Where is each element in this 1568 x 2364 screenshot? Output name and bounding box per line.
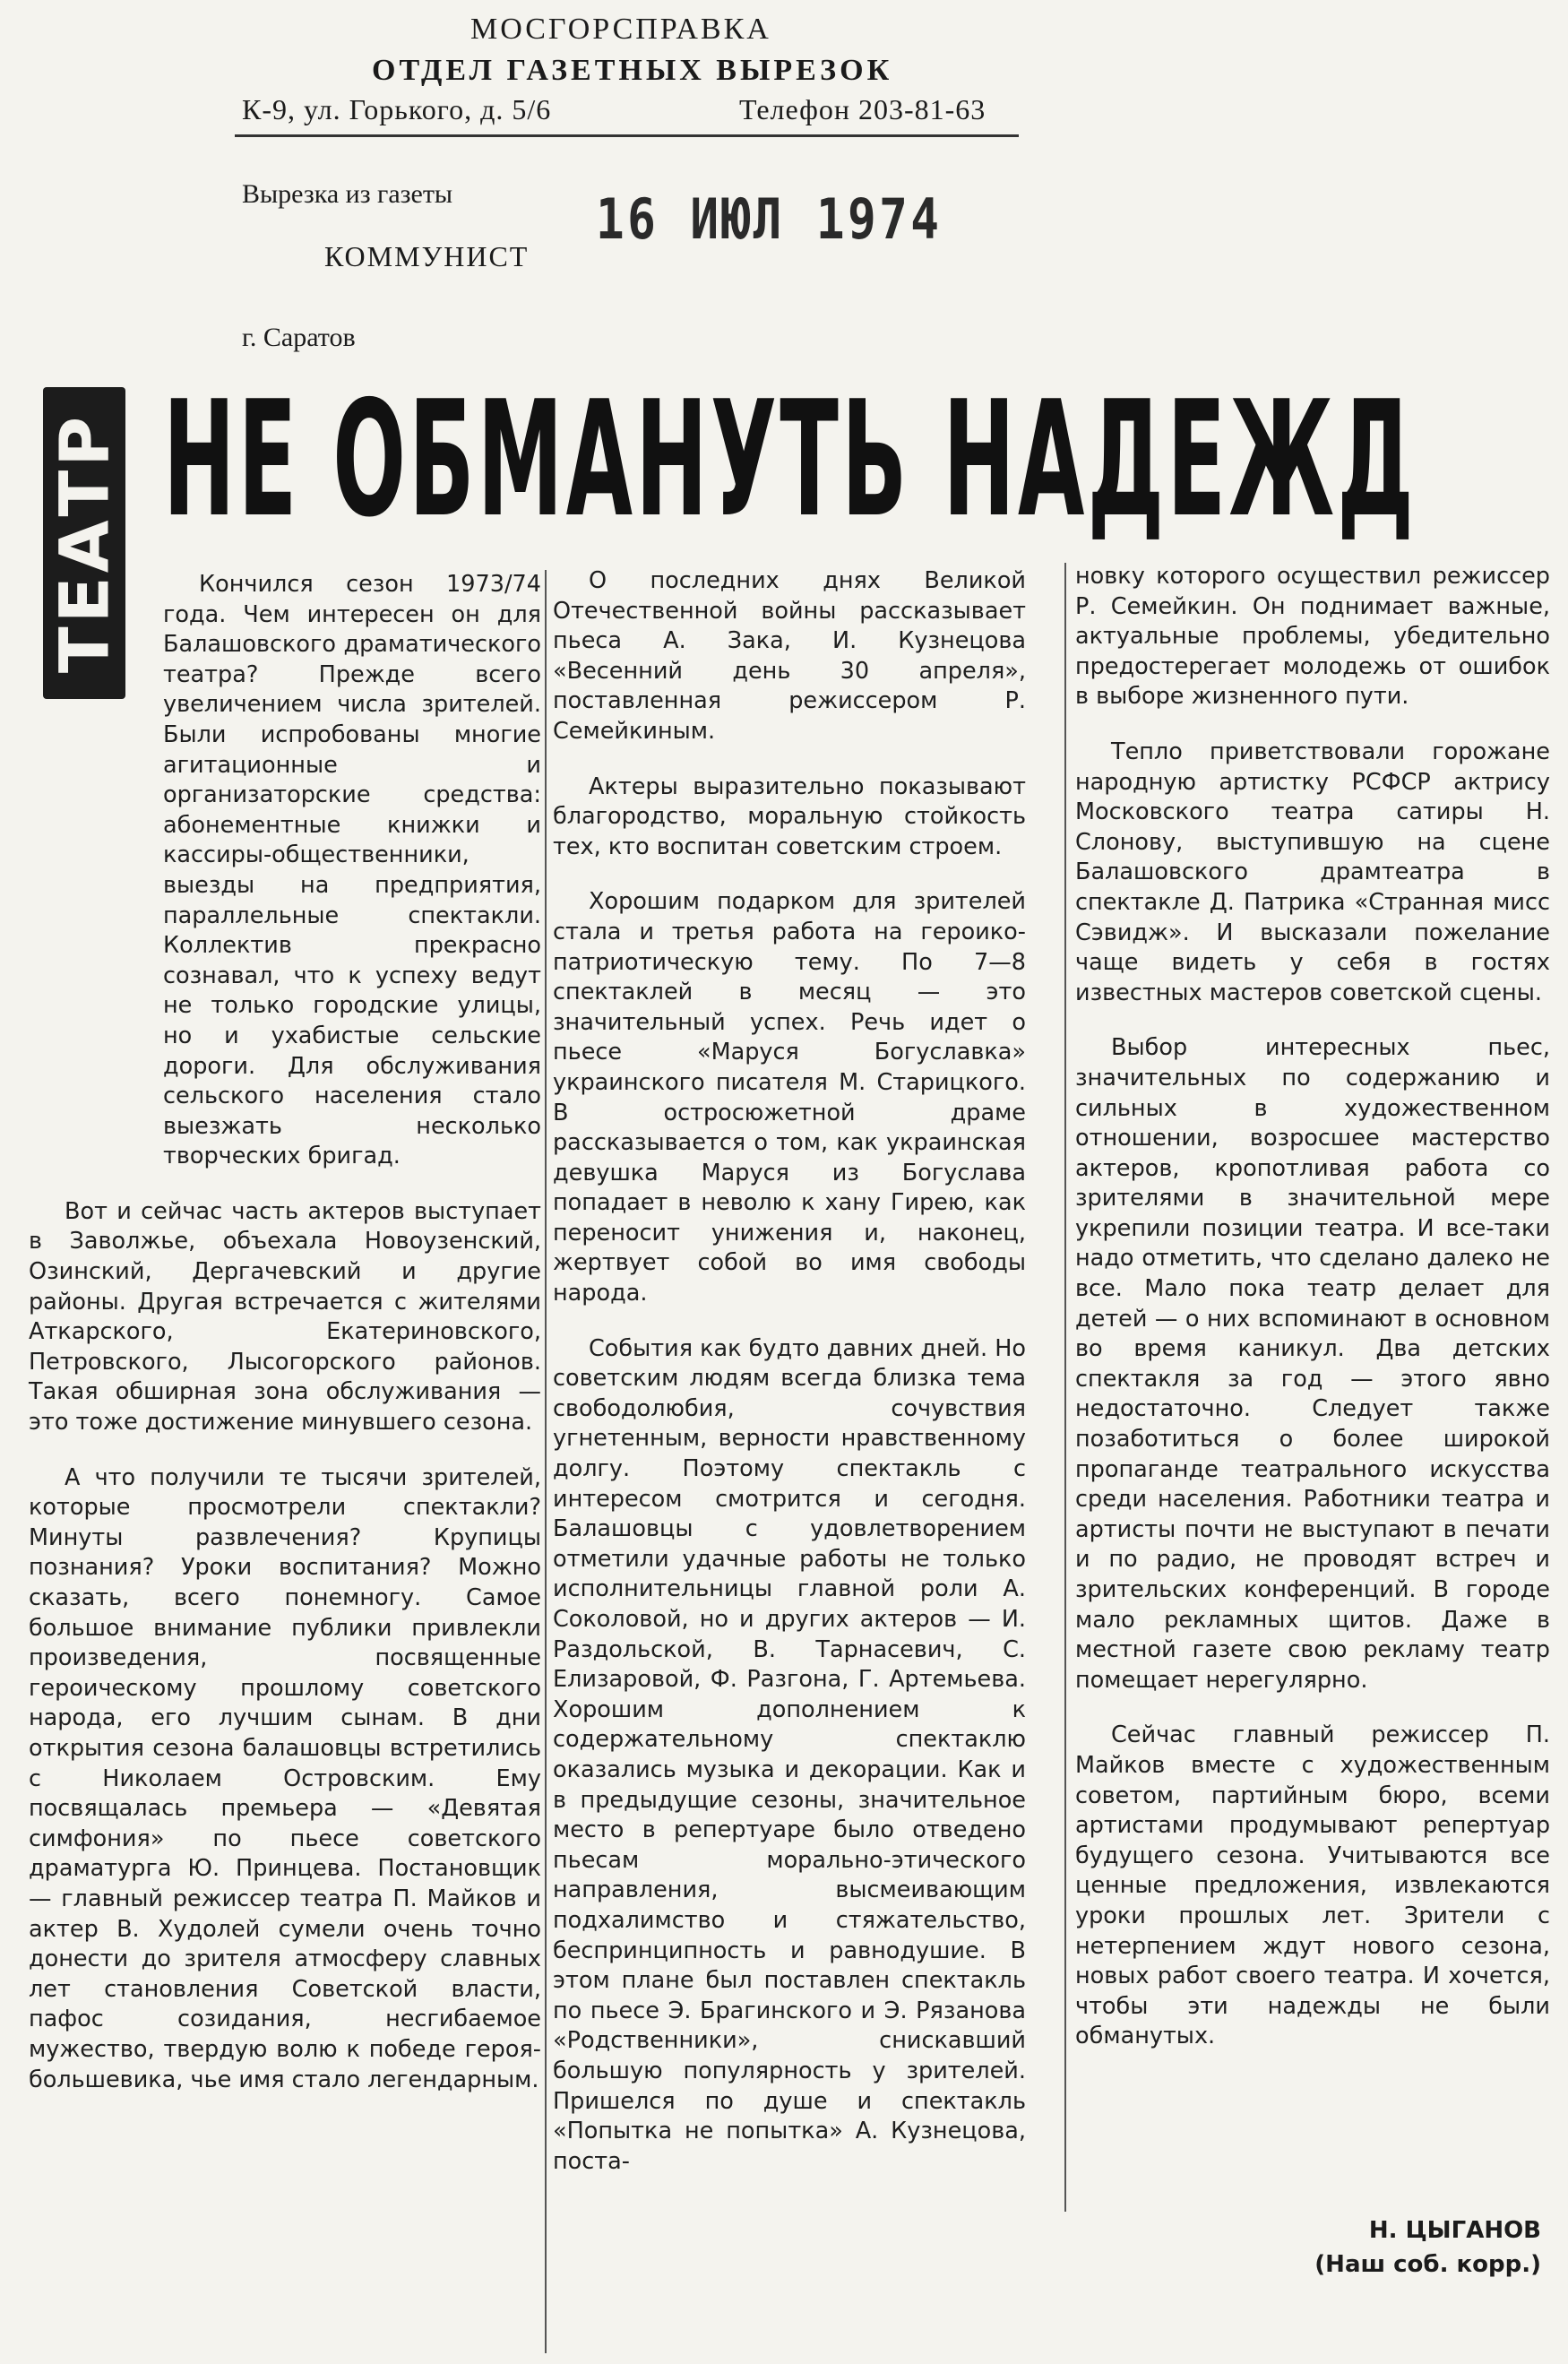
article-headline: НЕ ОБМАНУТЬ НАДЕЖД (163, 367, 1417, 552)
paragraph: Актеры выразительно показывают благородство, моральную стойкость тех, кто воспитан советским строем. (553, 772, 1026, 860)
paragraph: Выбор интересных пьес, значительных по содержанию и сильных в художественном отношении, возросшее мастерство актеров, кропотливая работа со зрителями в значительной мере укрепили позиции театра. И все-таки надо отметить, что сделано далеко не все. Мало пока театр делает для детей — о них вспоминают в основном во время каникул. Два детских спектакля за год — этого явно недостаточно. Следует также позаботиться о более широкой пропаганде театрального искусства среди населения. Работники театра и артисты почти не выступают в печати и по радио, не проводят встреч и зрительских конференций. В городе мало рекламных щитов. Даже в местной газете свою рекламу театр помещает нерегулярно. (1075, 1034, 1550, 1694)
column-divider (545, 570, 547, 2353)
article-column-2 (553, 566, 1026, 2202)
agency-phone: Телефон 203-81-63 (739, 93, 986, 125)
author-name: Н. ЦЫГАНОВ (1368, 2217, 1541, 2244)
paragraph: Сейчас главный режиссер П. Майков вместе с художественным советом, партийным бюро, всеми артистами продумывают репертуар будущего сезона. Учитываются все ценные предложения, извлекаются уроки прошлых лет. Зрители с нетерпением ждут нового сезона, новых работ своего театра. И хочется, чтобы эти надежды не были обманутых. (1075, 1721, 1550, 2050)
header-rule (235, 134, 1019, 137)
date-stamp: 16 ИЮЛ 1974 (596, 186, 943, 252)
paragraph: Вот и сейчас часть актеров выступает в Заволжье, объехала Новоузенский, Озинский, Дергачевский и другие районы. Другая встречается с жителями Аткарского, Екатериновского, Петровского, Лысогорского районов. Такая обширная зона обслуживания — это тоже достижение минувшего сезона. (29, 1197, 541, 1437)
paragraph: Тепло приветствовали горожане народную артистку РСФСР актрису Московского театра сатиры Н. Слонову, выступившую на сцене Балашовского драмтеатра в спектакле Д. Патрика «Странная мисс Сэвидж». И высказали пожелание чаще видеть у себя в гостях известных мастеров советской сцены. (1075, 738, 1550, 1006)
author-note: (Наш соб. корр.) (1314, 2251, 1541, 2278)
agency-name: МОСГОРСПРАВКА (470, 13, 771, 46)
rubric-label: ТЕАТР (44, 412, 125, 674)
newspaper-name: КОММУНИСТ (324, 240, 530, 272)
paragraph: О последних днях Великой Отечественной войны рассказывает пьеса А. Зака, И. Кузнецова «Весенний день 30 апреля», поставленная режиссером Р. Семейкиным. (553, 567, 1026, 745)
city-name: г. Саратов (242, 323, 356, 352)
column-divider (1064, 563, 1066, 2212)
agency-address: К-9, ул. Горького, д. 5/6 (242, 93, 552, 125)
paragraph: новку которого осуществил режиссер Р. Семейкин. Он поднимает важные, актуальные проблемы, убедительно предостерегает молодежь от ошибок в выборе жизненного пути. (1075, 563, 1550, 711)
paragraph: Кончился сезон 1973/74 года. Чем интересен он для Балашовского драматического театра? Прежде всего увеличением числа зрителей. Были испробованы многие агитационные и организаторские средства: абонементные книжки и кассиры-общественники, выезды на предприятия, параллельные спектакли. Коллектив прекрасно сознавал, что к успеху ведут не только городские улицы, но и ухабистые сельские дороги. Для обслуживания сельского населения стало выезжать несколько творческих бригад. (163, 571, 541, 1170)
author-signature (1075, 2213, 1541, 2282)
department-name: ОТДЕЛ ГАЗЕТНЫХ ВЫРЕЗОК (372, 54, 893, 87)
article-column-1 (29, 570, 541, 2120)
paragraph: Хорошим подарком для зрителей стала и третья работа на героико-патриотическую тему. По 7—8 спектаклей в месяц — это значительный успех. Речь идет о пьесе «Маруся Богуславка» украинского писателя М. Старицкого. В остросюжетной драме рассказывается о том, как украинская девушка Маруся из Богуслава попадает в неволю к хану Гирею, как переносит унижения и, наконец, жертвует собой во имя свободы народа. (553, 888, 1026, 1307)
clipping-header (224, 0, 1030, 394)
source-label: Вырезка из газеты (242, 179, 453, 209)
article-column-3 (1075, 562, 1550, 2077)
paragraph: События как будто давних дней. Но советским людям всегда близка тема свободолюбия, сочувствия угнетенным, верности нравственному долгу. Поэтому спектакль с интересом смотрится и сегодня. Балашовцы с удовлетворением отметили удачные работы не только исполнительницы главной роли А. Соколовой, но и других актеров — И. Раздольской, В. Тарнасевич, С. Елизаровой, Ф. Разгона, Г. Артемьева. Хорошим дополнением к содержательному спектаклю оказались музыка и декорации. Как и в предыдущие сезоны, значительное место в репертуаре было отведено пьесам морально-этического направления, высмеивающим подхалимство и стяжательство, беспринципность и равнодушие. В этом плане был поставлен спектакль по пьесе Э. Брагинского и Э. Рязанова «Родственники», снискавший большую популярность у зрителей. Пришелся по душе и спектакль «Попытка не попытка» А. Кузнецова, поста- (553, 1334, 1026, 2175)
paragraph: А что получили те тысячи зрителей, которые просмотрели спектакли? Минуты развлечения? Крупицы познания? Уроки воспитания? Можно сказать, всего понемногу. Самое большое внимание публики привлекли произведения, посвященные героическому прошлому советского народа, его лучшим сынам. В дни открытия сезона балашовцы встретились с Николаем Островским. Ему посвящалась премьера — «Девятая симфония» по пьесе советского драматурга Ю. Принцева. Постановщик — главный режиссер театра П. Майков и актер В. Худолей сумели очень точно донести до зрителя атмосферу славных лет становления Советской власти, пафос созидания, несгибаемое мужество, твердую волю к победе героя-большевика, чье имя стало легендарным. (29, 1463, 541, 2093)
